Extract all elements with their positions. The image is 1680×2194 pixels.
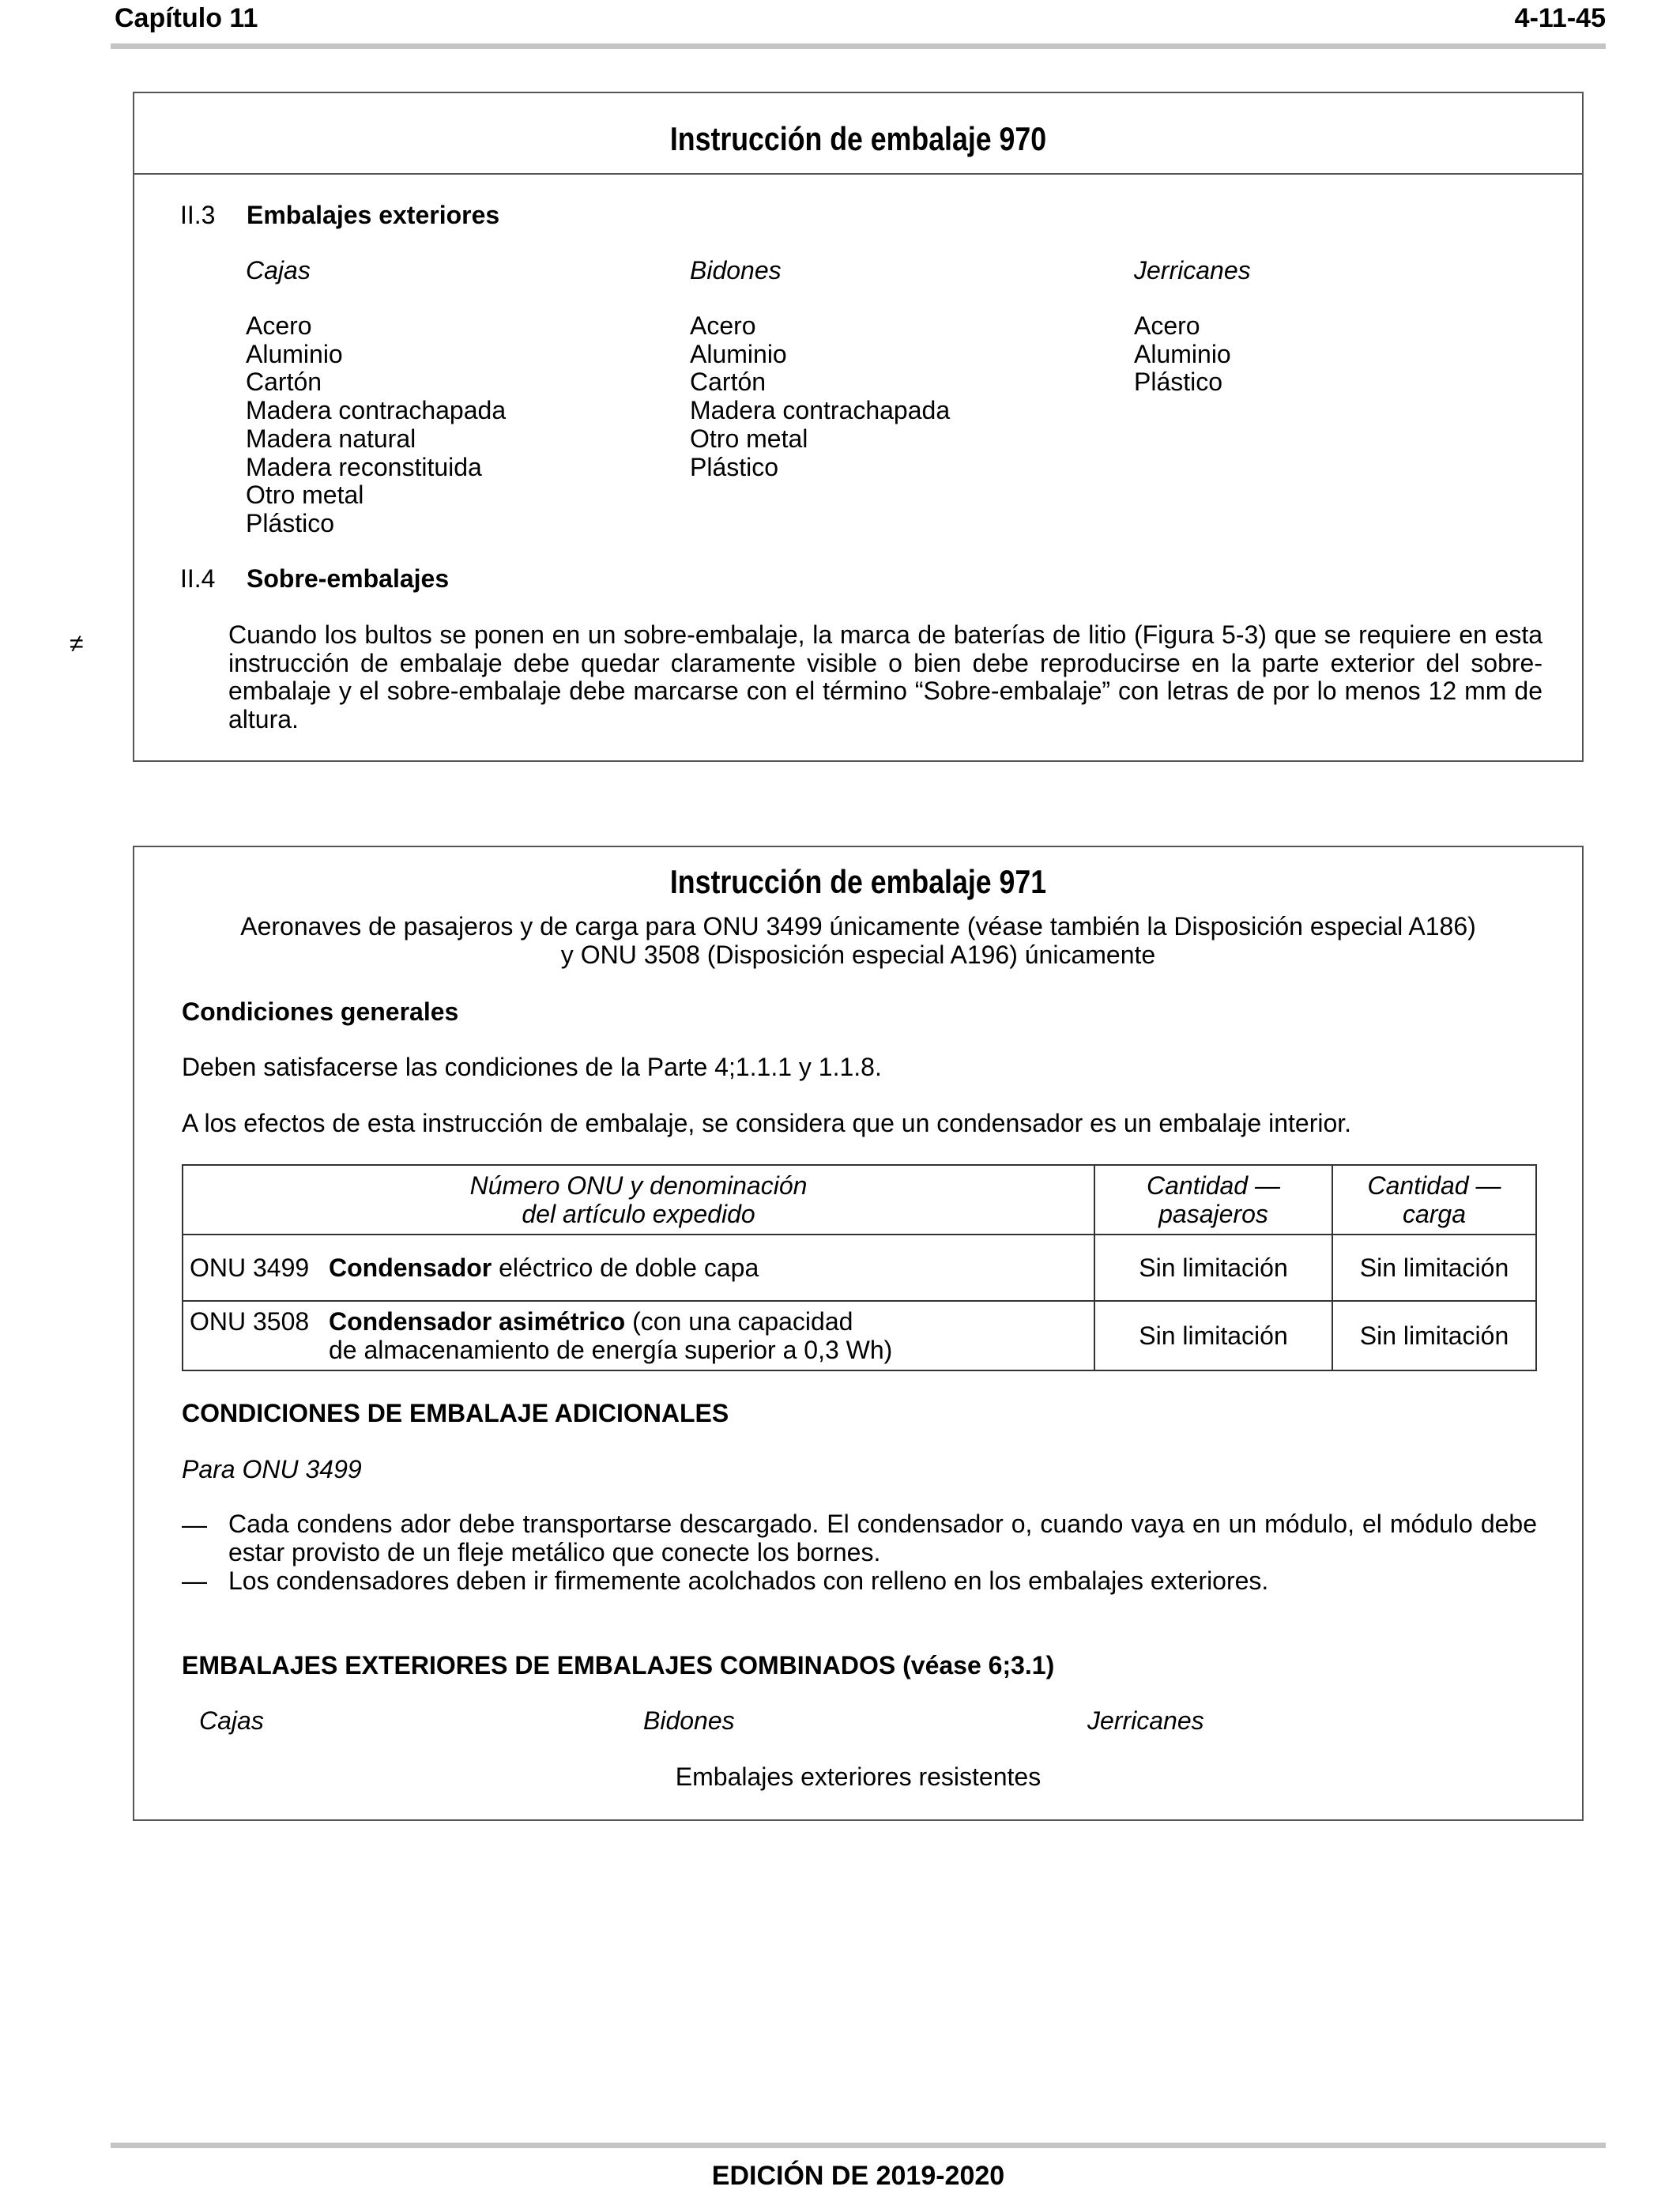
- list-item: Acero: [246, 311, 312, 340]
- pi970-overpack-paragraph: Cuando los bultos se ponen en un sobre-embalaje, la marca de baterías de litio (Figura 5-3) que se requiere en esta instrucción de embalaje debe quedar claramente visible o bien debe reproducirse en la parte exterior del sobre-embalaje y el sobre-embalaje debe marcarse con el término “Sobre-embalaje” con letras de por lo menos 12 mm de altura.: [228, 620, 1543, 734]
- shipping-name-line2: de almacenamiento de energía superior a 0,3 Wh): [329, 1336, 893, 1364]
- pi971-bullet-2: Los condensadores deben ir firmemente acolchados con relleno en los embalajes exteriores.: [228, 1566, 1269, 1595]
- pi971-subtitle-line1: Aeronaves de pasajeros y de carga para ONU 3499 únicamente (véase también la Disposición especial A186): [240, 912, 1476, 941]
- table-header-qty-cargo: [1332, 1165, 1536, 1235]
- list-item: Plástico: [246, 508, 335, 537]
- shipping-name-bold: Condensador: [329, 1253, 492, 1282]
- qty-passenger-cell: Sin limitación: [1094, 1301, 1332, 1370]
- list-item: Otro metal: [690, 424, 808, 453]
- bullet-dash: —: [182, 1566, 207, 1595]
- list-item: Aluminio: [1134, 339, 1231, 368]
- table-header-row: [183, 1165, 1536, 1235]
- pi970-col-header-jerricanes: Jerricanes: [1134, 256, 1251, 285]
- header-line: Cantidad —: [1367, 1171, 1501, 1200]
- qty-cargo-cell: Sin limitación: [1332, 1301, 1536, 1370]
- packing-instruction-970-box: [133, 92, 1584, 762]
- un-number: ONU 3499: [190, 1253, 310, 1282]
- pi971-col-header-bidones: Bidones: [643, 1706, 735, 1735]
- un-quantity-table: [182, 1164, 1537, 1371]
- list-item: Acero: [1134, 311, 1200, 340]
- un-cell: [183, 1235, 1094, 1301]
- list-item: Cartón: [246, 368, 322, 397]
- header-line: Cantidad —: [1147, 1171, 1280, 1200]
- pi970-section-number-ii3: II.3: [180, 201, 216, 229]
- pi970-cajas-list: [246, 312, 506, 538]
- header-line: carga: [1402, 1200, 1467, 1228]
- table-row: [183, 1235, 1536, 1301]
- pi971-title: Instrucción de embalaje 971: [669, 863, 1047, 900]
- header-line: del artículo expedido: [522, 1200, 755, 1228]
- page-number: 4-11-45: [1514, 3, 1606, 33]
- list-item: Madera natural: [246, 424, 416, 453]
- header-line: Número ONU y denominación: [469, 1171, 808, 1200]
- shipping-name-rest: eléctrico de doble capa: [492, 1253, 759, 1282]
- pi970-bidones-list: [690, 312, 950, 481]
- un-cell: [183, 1301, 1094, 1370]
- shipping-name-bold: Condensador asimétrico: [329, 1307, 626, 1336]
- pi970-jerricanes-list: [1134, 312, 1231, 397]
- pi970-title: Instrucción de embalaje 970: [669, 120, 1047, 157]
- pi971-general-conditions-text: Deben satisfacerse las condiciones de la Parte 4;1.1.1 y 1.1.8.: [182, 1053, 882, 1081]
- qty-cargo-cell: Sin limitación: [1332, 1235, 1536, 1301]
- list-item: Plástico: [1134, 368, 1223, 397]
- shipping-name-rest: (con una capacidad: [625, 1307, 853, 1336]
- list-item: Madera contrachapada: [690, 396, 951, 425]
- pi971-bullet-1: Cada condens ador debe transportarse descargado. El condensador o, cuando vaya en un módulo, el módulo debe estar provisto de un fleje metálico que conecte los bornes.: [228, 1510, 1537, 1566]
- pi971-inner-packaging-note: A los efectos de esta instrucción de embalaje, se considera que un condensador es un embalaje interior.: [182, 1109, 1352, 1137]
- list-item: Plástico: [690, 452, 779, 481]
- list-item: Madera contrachapada: [246, 396, 507, 425]
- edition-label: EDICIÓN DE 2019-2020: [711, 2161, 1005, 2191]
- pi970-col-header-bidones: Bidones: [690, 256, 782, 285]
- pi971-col-header-jerricanes: Jerricanes: [1087, 1706, 1204, 1735]
- pi971-subtitle-line2: y ONU 3508 (Disposición especial A196) únicamente: [560, 941, 1156, 969]
- pi971-general-conditions-title: Condiciones generales: [182, 997, 459, 1026]
- pi970-section-title-overpacks: Sobre-embalajes: [247, 564, 450, 593]
- list-item: Otro metal: [246, 481, 364, 510]
- list-item: Aluminio: [690, 339, 787, 368]
- list-item: Acero: [690, 311, 756, 340]
- bullet-dash: —: [182, 1510, 207, 1539]
- pi971-col-header-cajas: Cajas: [199, 1706, 264, 1735]
- qty-passenger-cell: Sin limitación: [1094, 1235, 1332, 1301]
- footer-rule: [111, 2143, 1606, 2148]
- list-item: Madera reconstituida: [246, 452, 482, 481]
- table-row: [183, 1301, 1536, 1370]
- packing-instruction-971-box: [133, 846, 1584, 1821]
- pi970-section-title-outer-packagings: Embalajes exteriores: [247, 201, 500, 229]
- pi971-additional-conditions-subtitle: Para ONU 3499: [182, 1455, 362, 1483]
- list-item: Cartón: [690, 368, 767, 397]
- chapter-label: Capítulo 11: [115, 3, 258, 33]
- table-header-qty-passenger: [1094, 1165, 1332, 1235]
- pi971-outer-packagings-text: Embalajes exteriores resistentes: [675, 1762, 1042, 1791]
- pi970-title-divider: [134, 173, 1582, 175]
- table-header-un-name: [183, 1165, 1094, 1235]
- pi970-col-header-cajas: Cajas: [246, 256, 311, 285]
- change-mark: ≠: [70, 629, 84, 658]
- header-line: pasajeros: [1158, 1200, 1268, 1228]
- pi971-additional-conditions-title: CONDICIONES DE EMBALAJE ADICIONALES: [182, 1399, 729, 1427]
- un-number: ONU 3508: [190, 1307, 310, 1336]
- pi971-outer-packagings-title: EMBALAJES EXTERIORES DE EMBALAJES COMBINADOS (véase 6;3.1): [182, 1651, 1055, 1679]
- header-rule: [111, 43, 1606, 49]
- list-item: Aluminio: [246, 339, 343, 368]
- pi970-section-number-ii4: II.4: [180, 564, 216, 593]
